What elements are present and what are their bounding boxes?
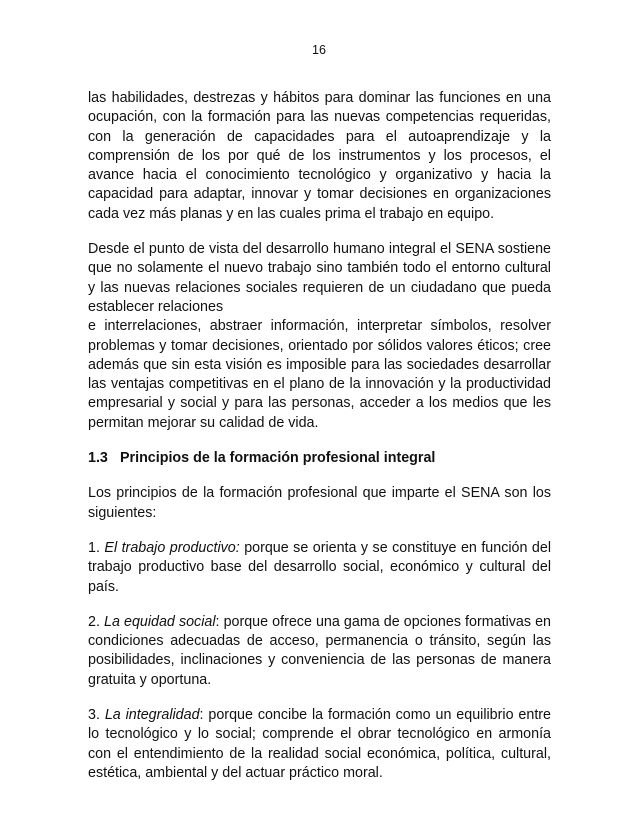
principle-number: 3. [88, 707, 105, 724]
principle-text: : porque ofrece una gama de opciones formativas en condiciones adecuadas de acceso, permanencia o tránsito, según las posibilidades, inclinaciones y conveniencia de las personas de manera gratuita y oportuna. [88, 613, 551, 688]
paragraph-competencias: las habilidades, destrezas y hábitos para dominar las funciones en una ocupación, con la formación para las nuevas competencias requeridas, con la generación de capacidades para el autoaprendizaje y la comprensión de los por qué de los instrumentos y los procesos, el avance hacia el conocimiento tecnológico y organizativo y hacia la capacidad para adaptar, innovar y tomar decisiones en organizaciones cada vez más planas y en las cuales prima el trabajo en equipo. [88, 90, 551, 222]
principle-term: La equidad social [104, 613, 216, 630]
principle-item [88, 706, 551, 783]
paragraph-desarrollo-humano-b: e interrelaciones, abstraer información, interpretar símbolos, resolver problemas y tomar decisiones, orientado por sólidos valores éticos; cree además que sin esta visión es imposible para las sociedades desarrollar las ventajas competitivas en el plano de la innovación y la productividad empresarial y social y para las personas, acceder a los medios que les permitan mejorar su calidad de vida. [88, 318, 551, 431]
paragraph-intro: Los principios de la formación profesional que imparte el SENA son los siguientes: [88, 485, 551, 521]
section-heading [88, 449, 551, 468]
principle-text: : porque concibe la formación como un equilibrio entre lo tecnológico y lo social; comprende el obrar tecnológico en armonía con el entendimiento de la realidad social económica, política, cultural, estética, ambiental y del actuar práctico moral. [88, 707, 552, 781]
section-title: Principios de la formación profesional integral [120, 450, 436, 467]
document-body [88, 89, 551, 799]
principle-item [88, 539, 551, 597]
principle-item [88, 613, 551, 690]
principle-term: El trabajo productivo: [104, 539, 240, 556]
principle-text: porque se orienta y se constituye en función del trabajo productivo base del desarrollo social, económico y cultural del país. [88, 539, 551, 595]
principle-number: 1. [88, 539, 105, 556]
section-number: 1.3 [88, 450, 108, 467]
page-number: 16 [312, 43, 326, 57]
paragraph-desarrollo-humano-a: Desde el punto de vista del desarrollo humano integral el SENA sostiene que no solamente el nuevo trabajo sino también todo el entorno cultural y las nuevas relaciones sociales requieren de un ciudadano que pueda establecer relaciones [88, 241, 551, 315]
principle-number: 2. [88, 613, 105, 630]
principle-term: La integralidad [104, 707, 200, 724]
